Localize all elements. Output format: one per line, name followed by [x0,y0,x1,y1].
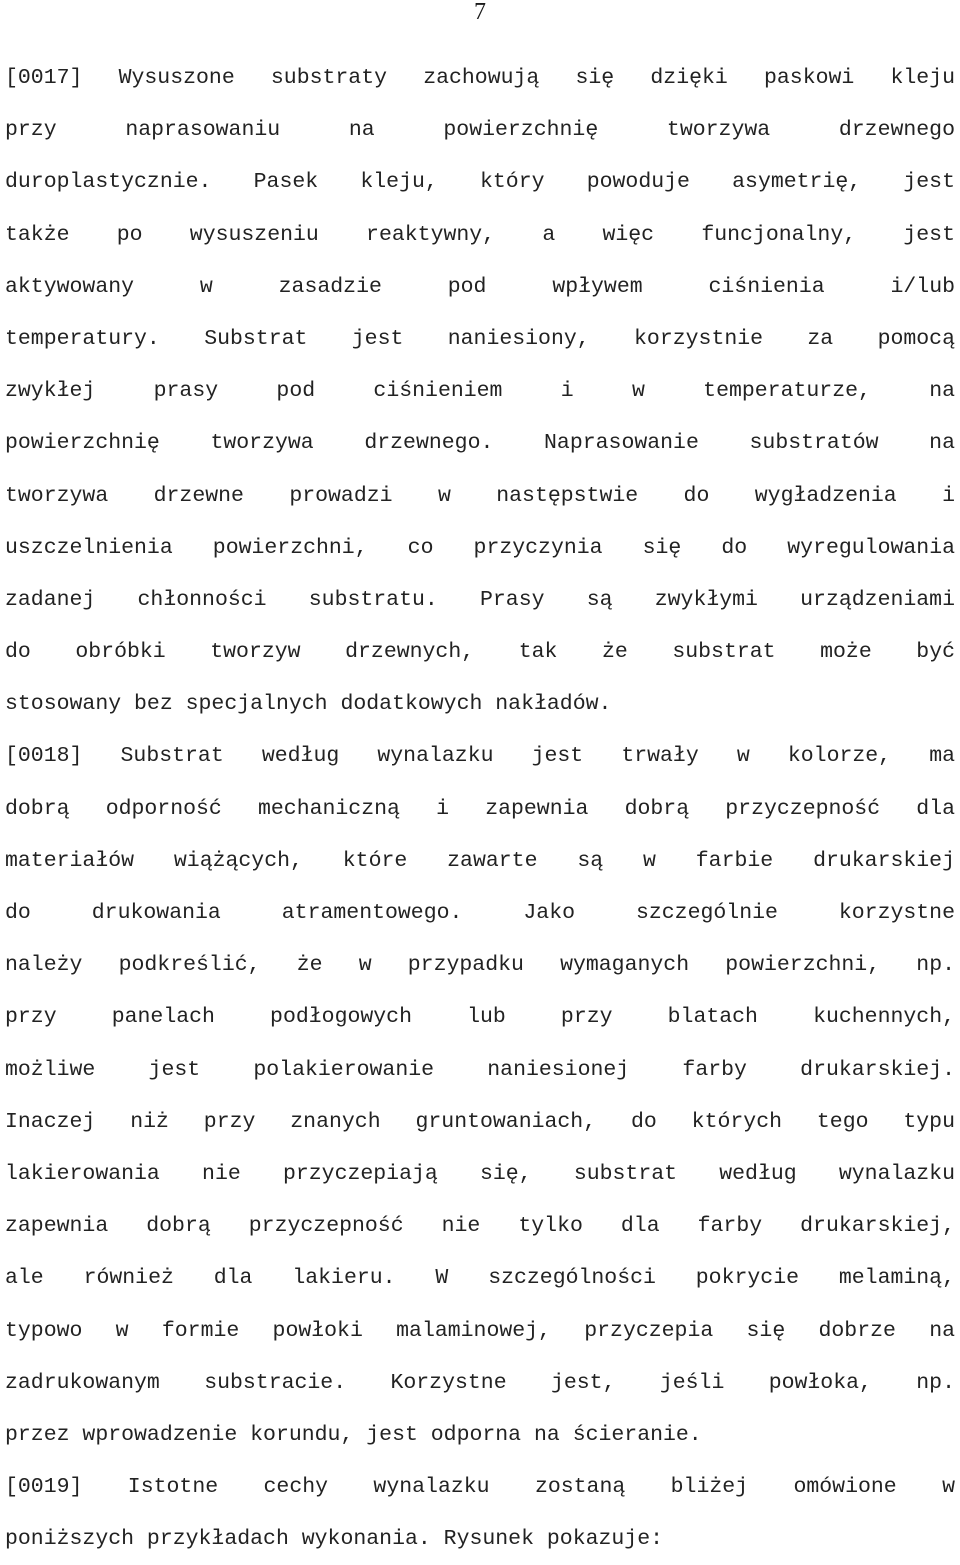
text-line: zadrukowanym substracie. Korzystne jest, jeśli powłoka, np. [5,1370,955,1395]
text-line: zwykłej prasy pod ciśnieniem i w temperaturze, na [5,379,955,404]
paragraph-0018 [5,730,955,1461]
paragraph-0019 [5,1461,955,1565]
text-line: przy naprasowaniu na powierzchnię tworzywa drzewnego [5,118,955,143]
document-body [5,52,955,1565]
text-line: tworzywa drzewne prowadzi w następstwie do wygładzenia i [5,483,955,508]
text-line: uszczelnienia powierzchni, co przyczynia się do wyregulowania [5,535,955,560]
paragraph-0017 [5,52,955,730]
text-line: materiałów wiążących, które zawarte są w farbie drukarskiej [5,848,955,873]
text-line: przy panelach podłogowych lub przy blatach kuchennych, [5,1005,955,1030]
text-line: także po wysuszeniu reaktywny, a więc funcjonalny, jest [5,222,955,247]
text-line: lakierowania nie przyczepiają się, substrat według wynalazku [5,1161,955,1186]
text-line: powierzchnię tworzywa drzewnego. Naprasowanie substratów na [5,431,955,456]
text-line: typowo w formie powłoki malaminowej, przyczepia się dobrze na [5,1318,955,1343]
text-line: stosowany bez specjalnych dodatkowych nakładów. [5,692,612,717]
text-line: zapewnia dobrą przyczepność nie tylko dla farby drukarskiej, [5,1214,955,1239]
text-line: duroplastycznie. Pasek kleju, który powoduje asymetrię, jest [5,170,955,195]
page-number: 7 [474,0,486,25]
text-line: należy podkreślić, że w przypadku wymaganych powierzchni, np. [5,953,955,978]
text-line: [0019] Istotne cechy wynalazku zostaną bliżej omówione w [5,1475,955,1500]
text-line: dobrą odporność mechaniczną i zapewnia dobrą przyczepność dla [5,796,955,821]
text-line: poniższych przykładach wykonania. Rysunek pokazuje: [5,1527,664,1552]
text-line: do drukowania atramentowego. Jako szczególnie korzystne [5,901,955,925]
text-line: do obróbki tworzyw drzewnych, tak że substrat może być [5,640,955,665]
text-line: ale również dla lakieru. W szczególności pokrycie melaminą, [5,1266,955,1291]
text-line: [0017] Wysuszone substraty zachowują się dzięki paskowi kleju [5,66,955,90]
text-line: możliwe jest polakierowanie naniesionej farby drukarskiej. [5,1057,955,1082]
text-line: przez wprowadzenie korundu, jest odporna na ścieranie. [5,1422,702,1447]
text-line: Inaczej niż przy znanych gruntowaniach, do których tego typu [5,1109,955,1134]
text-line: temperatury. Substrat jest naniesiony, korzystnie za pomocą [5,326,955,351]
text-line: zadanej chłonności substratu. Prasy są zwykłymi urządzeniami [5,587,955,612]
text-line: [0018] Substrat według wynalazku jest trwały w kolorze, ma [5,744,955,769]
text-line: aktywowany w zasadzie pod wpływem ciśnienia i/lub [5,274,955,299]
